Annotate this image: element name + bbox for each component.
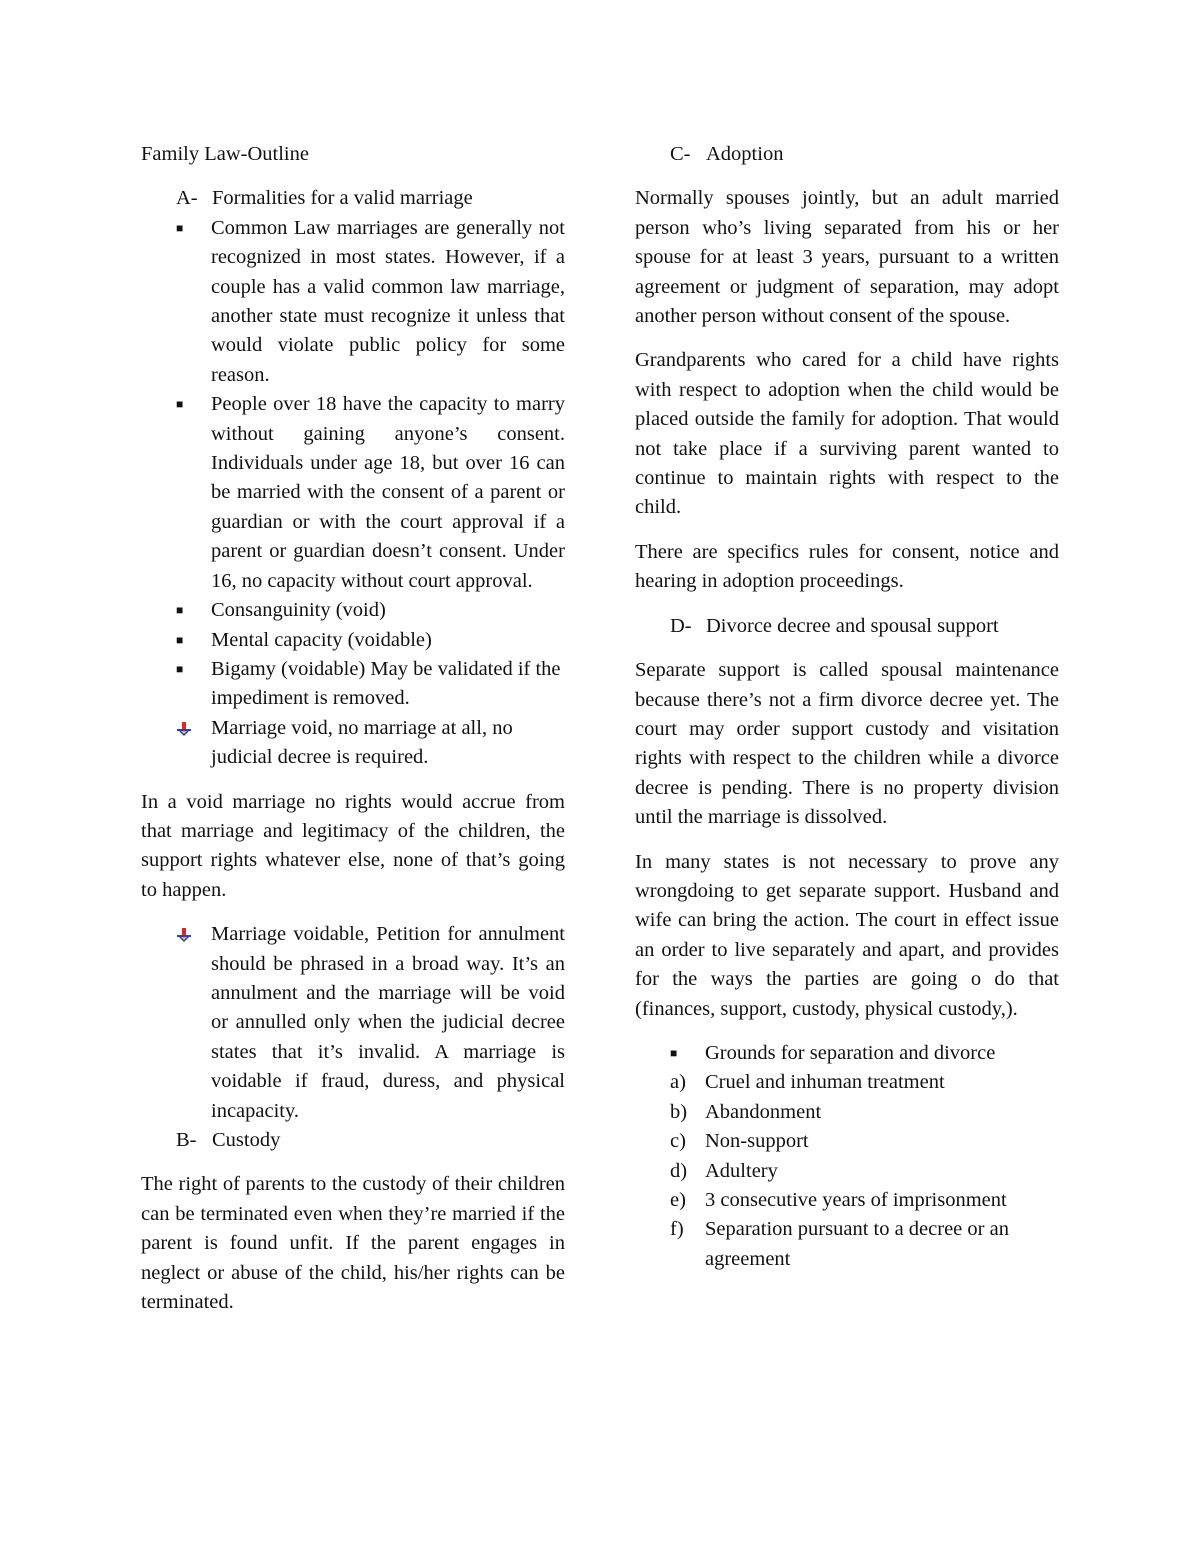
square-bullet-icon: ■ bbox=[670, 1045, 678, 1060]
grounds-lettered-list bbox=[635, 1068, 1059, 1274]
list-marker: d) bbox=[670, 1159, 688, 1182]
formalities-bullet-list bbox=[141, 214, 565, 773]
list-text: Non-support bbox=[705, 1130, 809, 1153]
section-a-heading bbox=[141, 184, 565, 213]
section-d-heading bbox=[635, 612, 1059, 641]
support-paragraph-2: In many states is not necessary to prove any wrongdoing to get separate support. Husband and wife can bring the action. The court in effect issue an order to live separately and apart, and provides for the ways the parties are going o do that (finances, support, custody, physical custody,). bbox=[635, 850, 1059, 1020]
list-marker: b) bbox=[670, 1100, 688, 1123]
left-column bbox=[141, 140, 565, 1317]
list-item bbox=[635, 1127, 1059, 1156]
section-c-label: Adoption bbox=[706, 143, 784, 165]
adoption-paragraph-3: There are specifics rules for consent, notice and hearing in adoption proceedings. bbox=[635, 540, 1059, 593]
bullet-text: Marriage voidable, Petition for annulment should be phrased in a broad way. It’s an annulment and the marriage will be void or annulled only when the judicial decree states that it’s invalid. A marriage is voidable if fraud, duress, and physical incapacity. bbox=[211, 923, 565, 1122]
list-text: Cruel and inhuman treatment bbox=[705, 1071, 945, 1094]
list-text: Separation pursuant to a decree or an agreement bbox=[705, 1218, 1009, 1270]
section-d-label: Divorce decree and spousal support bbox=[706, 614, 999, 637]
bullet-text: Marriage void, no marriage at all, no judicial decree is required. bbox=[211, 716, 513, 769]
bullet-text: People over 18 have the capacity to marry without gaining anyone’s consent. Individuals under age 18, but over 16 can be married with the consent of a parent or guardian or with the court approval if a parent or guardian doesn’t consent. Under 16, no capacity without court approval. bbox=[211, 393, 565, 592]
list-item bbox=[141, 596, 565, 625]
list-marker: f) bbox=[670, 1218, 684, 1241]
arrow-bullet-icon bbox=[141, 714, 211, 773]
square-bullet-icon: ■ bbox=[176, 632, 184, 647]
bullet-text: Bigamy (voidable) May be validated if the impediment is removed. bbox=[211, 657, 561, 710]
section-b-heading bbox=[141, 1126, 565, 1155]
list-item bbox=[635, 1186, 1059, 1215]
grounds-bullet-list bbox=[635, 1039, 1059, 1068]
list-marker: e) bbox=[670, 1189, 686, 1211]
list-text: Adultery bbox=[705, 1159, 778, 1182]
document-title: Family Law-Outline bbox=[141, 143, 309, 165]
section-a-label: Formalities for a valid marriage bbox=[212, 187, 473, 210]
section-b-label: Custody bbox=[212, 1129, 281, 1151]
list-item bbox=[635, 1098, 1059, 1127]
bullet-text: Grounds for separation and divorce bbox=[705, 1041, 996, 1064]
adoption-paragraph-2: Grandparents who cared for a child have rights with respect to adoption when the child would be placed outside the family for adoption. That would not take place if a surviving parent wanted to continue to maintain rights with respect to the child. bbox=[635, 349, 1059, 519]
support-paragraph-1: Separate support is called spousal maintenance because there’s not a firm divorce decree yet. The court may order support custody and visitation rights with respect to the children while a divorce decree is pending. There is no property division until the marriage is dissolved. bbox=[635, 659, 1059, 829]
list-item bbox=[141, 655, 565, 714]
voidable-list bbox=[141, 920, 565, 1126]
square-bullet-icon: ■ bbox=[176, 603, 184, 618]
list-item bbox=[635, 1068, 1059, 1097]
list-item bbox=[141, 214, 565, 390]
list-item bbox=[141, 714, 565, 773]
square-bullet-icon: ■ bbox=[176, 661, 184, 676]
section-c-heading bbox=[635, 140, 1059, 169]
arrow-bullet-icon bbox=[141, 920, 211, 1126]
square-bullet-icon: ■ bbox=[176, 220, 184, 235]
section-b-marker: B- bbox=[176, 1129, 197, 1151]
list-item bbox=[635, 1215, 1059, 1274]
list-text: Abandonment bbox=[705, 1100, 822, 1123]
square-bullet-icon: ■ bbox=[176, 397, 184, 412]
right-column bbox=[635, 140, 1059, 1274]
section-d-marker: D- bbox=[670, 614, 692, 637]
section-c-marker: C- bbox=[670, 143, 691, 165]
void-marriage-paragraph: In a void marriage no rights would accrue from that marriage and legitimacy of the children, the support rights whatever else, none of that’s going to happen. bbox=[141, 790, 565, 901]
adoption-paragraph-1: Normally spouses jointly, but an adult married person who’s living separated from his or her spouse for at least 3 years, pursuant to a written agreement or judgment of separation, may adopt another person without consent of the spouse. bbox=[635, 187, 1059, 328]
list-marker: c) bbox=[670, 1130, 686, 1153]
custody-paragraph: The right of parents to the custody of their children can be terminated even when they’re married if the parent is found unfit. If the parent engages in neglect or abuse of the child, his/her rights can be terminated. bbox=[141, 1173, 565, 1314]
list-item bbox=[141, 920, 565, 1126]
list-item bbox=[635, 1039, 1059, 1068]
list-item bbox=[141, 626, 565, 655]
list-item bbox=[141, 390, 565, 596]
list-text: 3 consecutive years of imprisonment bbox=[705, 1189, 1007, 1211]
bullet-text: Mental capacity (voidable) bbox=[211, 628, 432, 651]
list-marker: a) bbox=[670, 1071, 686, 1094]
bullet-text: Common Law marriages are generally not recognized in most states. However, if a couple has a valid common law marriage, another state must recognize it unless that would violate public policy for some reason. bbox=[211, 216, 565, 386]
list-item bbox=[635, 1157, 1059, 1186]
section-a-marker: A- bbox=[176, 187, 198, 210]
bullet-text: Consanguinity (void) bbox=[211, 599, 386, 622]
